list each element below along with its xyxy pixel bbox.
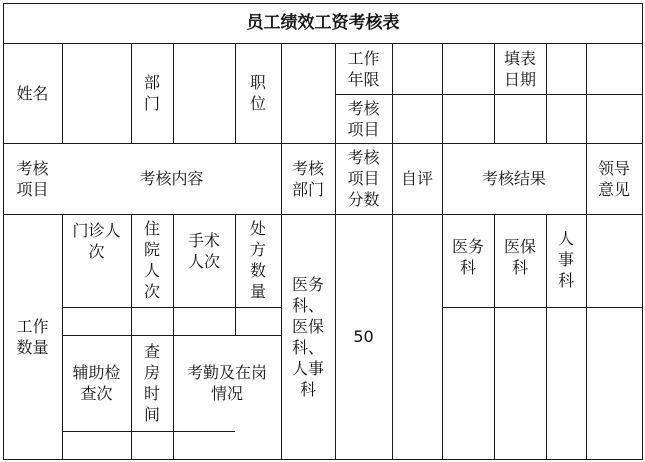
grid-line [62,307,281,308]
review-depts-value: 医务 科、 医保 科、 人事 科 [291,274,324,399]
department-label: 部 门 [143,73,160,113]
workload-label: 工作 数量 [16,316,49,357]
name-value[interactable] [62,43,131,143]
tenure-label: 工作 年限 [347,48,380,89]
grid-line [642,3,643,460]
outpatient-visits-label: 门诊人 次 [72,221,121,261]
result-medical-insurance-label: 医保 科 [503,237,536,277]
grid-line [586,43,587,460]
review-score-column-header: 考核 项目 分数 [347,148,380,209]
aux-exam-count-label: 辅助检 查次 [72,363,121,403]
grid-line [392,43,393,460]
attendance-label: 考勤及在岗 情况 [186,363,267,403]
surgery-visits-label: 手术 人次 [187,231,220,271]
ward-round-time-label: 查 房 时 间 [143,342,160,424]
leader-opinion-column-header: 领导 意见 [597,158,630,199]
grid-line [3,459,643,460]
form-title: 员工绩效工资考核表 [246,12,400,33]
review-result-column-header: 考核结果 [481,169,546,188]
prescription-count-label: 处 方 数 量 [249,219,266,301]
review-item-column-header: 考核 项目 [16,158,49,199]
position-value[interactable] [281,43,335,143]
review-content-column-header: 考核内容 [139,169,204,188]
grid-line [62,431,235,432]
grid-line [442,307,643,308]
result-hr-label: 人 事 科 [557,229,574,290]
review-score-value: 50 [353,327,374,346]
position-label: 职 位 [249,73,266,113]
review-dept-column-header: 考核 部门 [291,158,324,199]
self-eval-column-header: 自评 [400,169,433,188]
fill-date-label: 填表 日期 [503,48,536,89]
department-value[interactable] [173,43,235,143]
result-medical-affairs-label: 医务 科 [451,237,484,277]
review-item-header-label: 考核 项目 [347,98,380,139]
name-label: 姓名 [16,83,49,103]
inpatient-visits-label: 住 院 人 次 [143,219,160,301]
grid-line [546,43,547,143]
